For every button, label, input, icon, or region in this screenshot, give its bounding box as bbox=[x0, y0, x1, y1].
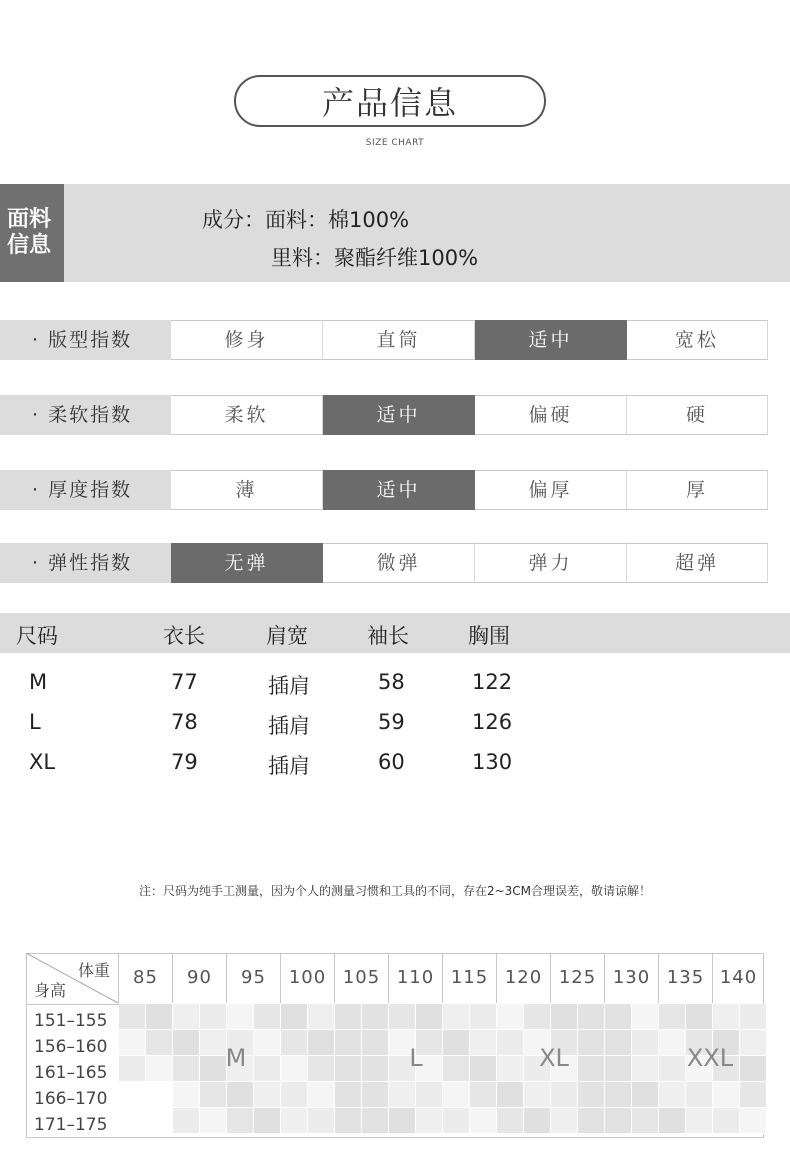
grid-cell bbox=[686, 1004, 713, 1030]
page-subtitle: SIZE CHART bbox=[365, 138, 425, 148]
size-cell: 插肩 bbox=[268, 754, 310, 778]
grid-cell bbox=[578, 1108, 605, 1134]
size-zone-label: XL bbox=[539, 1044, 569, 1072]
grid-cell bbox=[173, 1108, 200, 1134]
grid-cell bbox=[605, 1108, 632, 1134]
grid-cell bbox=[335, 1056, 362, 1082]
grid-cell bbox=[119, 1082, 146, 1108]
grid-cell bbox=[281, 1082, 308, 1108]
grid-cell bbox=[173, 1056, 200, 1082]
size-zone-label: M bbox=[225, 1044, 247, 1072]
fabric-section bbox=[0, 184, 790, 282]
grid-cell bbox=[254, 1004, 281, 1030]
weight-header: 130 bbox=[604, 953, 658, 1003]
size-zone-label: L bbox=[409, 1044, 423, 1072]
index-label: · 厚度指数 bbox=[0, 470, 171, 510]
height-label: 151–155 bbox=[34, 1011, 108, 1031]
index-row-elasticity bbox=[0, 543, 768, 583]
grid-cell bbox=[713, 1082, 740, 1108]
grid-cell bbox=[470, 1004, 497, 1030]
weight-header: 120 bbox=[496, 953, 550, 1003]
grid-cell bbox=[119, 1056, 146, 1082]
weight-header: 140 bbox=[712, 953, 764, 1003]
grid-cell bbox=[362, 1108, 389, 1134]
grid-cell bbox=[443, 1004, 470, 1030]
grid-cell bbox=[605, 1082, 632, 1108]
grid-cell bbox=[632, 1108, 659, 1134]
grid-cell bbox=[713, 1004, 740, 1030]
grid-cell bbox=[416, 1004, 443, 1030]
grid-cell bbox=[146, 1108, 173, 1134]
fabric-composition-line1: 成分：面料：棉100% bbox=[202, 208, 410, 232]
measurement-note: 注：尺码为纯手工测量，因为个人的测量习惯和工具的不同，存在2~3CM合理误差，敬请谅解！ bbox=[138, 884, 652, 898]
size-header-cell: 尺码 bbox=[16, 624, 58, 648]
grid-cell bbox=[335, 1004, 362, 1030]
grid-cell bbox=[146, 1082, 173, 1108]
grid-cell bbox=[578, 1056, 605, 1082]
grid-cell bbox=[470, 1082, 497, 1108]
fabric-label-line2: 信息 bbox=[7, 233, 52, 258]
index-option-selected: 适中 bbox=[323, 470, 475, 510]
weight-header: 115 bbox=[442, 953, 496, 1003]
grid-cell bbox=[389, 1082, 416, 1108]
index-row-thickness bbox=[0, 470, 768, 510]
index-option: 厚 bbox=[627, 470, 768, 510]
grid-cell bbox=[146, 1030, 173, 1056]
grid-cell bbox=[254, 1082, 281, 1108]
grid-cell bbox=[497, 1004, 524, 1030]
grid-cell bbox=[308, 1056, 335, 1082]
size-cell: XL bbox=[29, 750, 56, 774]
grid-cell bbox=[335, 1082, 362, 1108]
grid-cell bbox=[362, 1004, 389, 1030]
grid-cell bbox=[659, 1108, 686, 1134]
grid-cell bbox=[497, 1082, 524, 1108]
page-title: 产品信息 bbox=[234, 75, 546, 127]
size-cell: 130 bbox=[472, 750, 513, 774]
grid-cell bbox=[740, 1004, 767, 1030]
grid-cell bbox=[605, 1004, 632, 1030]
grid-cell bbox=[254, 1108, 281, 1134]
height-label: 171–175 bbox=[34, 1115, 108, 1135]
grid-cell bbox=[200, 1082, 227, 1108]
index-label: · 弹性指数 bbox=[0, 543, 171, 583]
corner-weight-label: 体重 bbox=[78, 961, 111, 980]
grid-cell bbox=[659, 1082, 686, 1108]
grid-cell bbox=[308, 1108, 335, 1134]
grid-cell bbox=[470, 1056, 497, 1082]
grid-cell bbox=[497, 1108, 524, 1134]
grid-cell bbox=[119, 1004, 146, 1030]
grid-cell bbox=[281, 1108, 308, 1134]
size-cell: 77 bbox=[171, 670, 198, 694]
grid-cell bbox=[308, 1004, 335, 1030]
size-header-cell: 袖长 bbox=[367, 624, 409, 648]
grid-cell bbox=[362, 1056, 389, 1082]
grid-cell bbox=[362, 1030, 389, 1056]
size-cell: L bbox=[29, 710, 41, 734]
index-option: 修身 bbox=[171, 320, 323, 360]
grid-cell bbox=[416, 1082, 443, 1108]
grid-cell bbox=[362, 1082, 389, 1108]
grid-cell bbox=[389, 1108, 416, 1134]
grid-cell bbox=[254, 1030, 281, 1056]
index-option: 硬 bbox=[627, 395, 768, 435]
grid-cell bbox=[254, 1056, 281, 1082]
size-cell: 79 bbox=[171, 750, 198, 774]
grid-cell bbox=[227, 1082, 254, 1108]
grid-cell bbox=[308, 1082, 335, 1108]
grid-cell bbox=[497, 1030, 524, 1056]
grid-cell bbox=[740, 1056, 767, 1082]
size-header-cell: 衣长 bbox=[163, 624, 205, 648]
index-option: 超弹 bbox=[627, 543, 768, 583]
fabric-label bbox=[0, 184, 64, 282]
grid-cell bbox=[605, 1056, 632, 1082]
grid-cell bbox=[227, 1108, 254, 1134]
grid-cell bbox=[389, 1004, 416, 1030]
size-cell: 插肩 bbox=[268, 714, 310, 738]
grid-cell bbox=[443, 1108, 470, 1134]
index-option-selected: 无弹 bbox=[171, 543, 323, 583]
weight-header: 100 bbox=[280, 953, 334, 1003]
weight-header: 90 bbox=[172, 953, 226, 1003]
index-option-selected: 适中 bbox=[323, 395, 475, 435]
weight-header: 105 bbox=[334, 953, 388, 1003]
grid-cell bbox=[281, 1004, 308, 1030]
weight-header: 95 bbox=[226, 953, 280, 1003]
grid-cell bbox=[632, 1056, 659, 1082]
grid-cell bbox=[335, 1030, 362, 1056]
index-option: 薄 bbox=[171, 470, 323, 510]
grid-cell bbox=[578, 1004, 605, 1030]
grid-cell bbox=[632, 1082, 659, 1108]
weight-header: 125 bbox=[550, 953, 604, 1003]
size-zone-label: XXL bbox=[686, 1044, 734, 1072]
grid-cell bbox=[686, 1108, 713, 1134]
grid-cell bbox=[227, 1004, 254, 1030]
grid-cell bbox=[335, 1108, 362, 1134]
corner-height-label: 身高 bbox=[34, 981, 67, 1000]
size-cell: 78 bbox=[171, 710, 198, 734]
grid-cell bbox=[605, 1030, 632, 1056]
size-cell: 插肩 bbox=[268, 674, 310, 698]
grid-cell bbox=[686, 1082, 713, 1108]
weight-header: 110 bbox=[388, 953, 442, 1003]
fabric-label-line1: 面料 bbox=[7, 207, 52, 232]
size-cell: 126 bbox=[472, 710, 513, 734]
grid-cell bbox=[632, 1030, 659, 1056]
grid-cell bbox=[146, 1056, 173, 1082]
height-label: 161–165 bbox=[34, 1063, 108, 1083]
grid-cell bbox=[497, 1056, 524, 1082]
index-option: 微弹 bbox=[323, 543, 475, 583]
index-option: 直筒 bbox=[323, 320, 475, 360]
size-cell: 59 bbox=[378, 710, 405, 734]
index-option: 偏硬 bbox=[475, 395, 627, 435]
grid-cell bbox=[632, 1004, 659, 1030]
size-header-cell: 胸围 bbox=[468, 624, 510, 648]
grid-cell bbox=[740, 1030, 767, 1056]
grid-cell bbox=[740, 1082, 767, 1108]
grid-cell bbox=[281, 1030, 308, 1056]
grid-cell bbox=[524, 1004, 551, 1030]
index-row-softness bbox=[0, 395, 768, 435]
size-cell: 122 bbox=[472, 670, 513, 694]
grid-cell bbox=[713, 1108, 740, 1134]
grid-cell bbox=[524, 1082, 551, 1108]
grid-cell bbox=[551, 1108, 578, 1134]
grid-cell bbox=[173, 1082, 200, 1108]
index-option: 柔软 bbox=[171, 395, 323, 435]
height-label: 166–170 bbox=[34, 1089, 108, 1109]
index-label: · 版型指数 bbox=[0, 320, 171, 360]
weight-header: 135 bbox=[658, 953, 712, 1003]
height-label: 156–160 bbox=[34, 1037, 108, 1057]
grid-cell bbox=[308, 1030, 335, 1056]
grid-cell bbox=[740, 1108, 767, 1134]
grid-cell bbox=[281, 1056, 308, 1082]
size-cell: M bbox=[29, 670, 48, 694]
grid-cell bbox=[119, 1030, 146, 1056]
grid-cell bbox=[551, 1004, 578, 1030]
index-label: · 柔软指数 bbox=[0, 395, 171, 435]
index-row-fit bbox=[0, 320, 768, 360]
grid-cell bbox=[524, 1108, 551, 1134]
grid-cell bbox=[578, 1030, 605, 1056]
size-cell: 60 bbox=[378, 750, 405, 774]
grid-cell bbox=[443, 1030, 470, 1056]
grid-cell bbox=[578, 1082, 605, 1108]
grid-cell bbox=[443, 1082, 470, 1108]
grid-cell bbox=[470, 1108, 497, 1134]
grid-cell bbox=[200, 1108, 227, 1134]
size-cell: 58 bbox=[378, 670, 405, 694]
weight-header: 85 bbox=[118, 953, 172, 1003]
grid-cell bbox=[659, 1004, 686, 1030]
fabric-composition-line2: 里料：聚酯纤维100% bbox=[271, 246, 479, 270]
grid-row-line bbox=[27, 1004, 119, 1005]
size-header-cell: 肩宽 bbox=[266, 624, 308, 648]
grid-cell bbox=[443, 1056, 470, 1082]
index-option: 宽松 bbox=[627, 320, 768, 360]
grid-cell bbox=[146, 1004, 173, 1030]
grid-cell bbox=[200, 1004, 227, 1030]
index-option: 弹力 bbox=[475, 543, 627, 583]
grid-cell bbox=[173, 1030, 200, 1056]
index-option-selected: 适中 bbox=[475, 320, 627, 360]
grid-cell bbox=[551, 1082, 578, 1108]
grid-cell bbox=[416, 1108, 443, 1134]
grid-cell bbox=[470, 1030, 497, 1056]
index-option: 偏厚 bbox=[475, 470, 627, 510]
grid-cell bbox=[173, 1004, 200, 1030]
grid-cell bbox=[119, 1108, 146, 1134]
